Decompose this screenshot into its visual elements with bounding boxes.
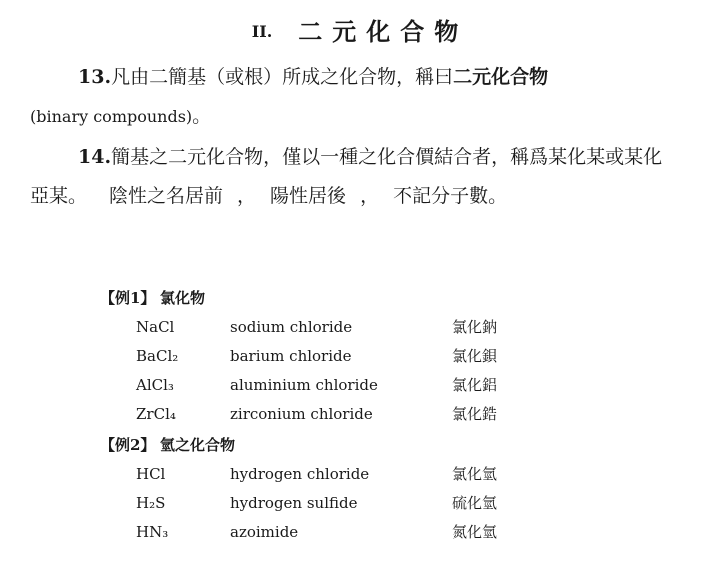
chinese-name: 氮化氫 xyxy=(452,523,498,541)
english-name: sodium chloride xyxy=(230,317,353,336)
compound-row xyxy=(100,370,660,399)
compound-row xyxy=(100,341,660,370)
compound-row xyxy=(100,488,660,517)
compound-row xyxy=(100,459,660,488)
section-number: II. xyxy=(251,22,273,41)
paragraph-text: 陽性居後 xyxy=(270,185,347,207)
paragraph-text: 陰性之名居前 xyxy=(109,185,224,207)
compound-row xyxy=(100,517,660,546)
english-name: azoimide xyxy=(230,522,299,541)
paragraph-14 xyxy=(30,138,670,216)
paragraph-number: 13. xyxy=(78,66,112,88)
paragraph-13 xyxy=(30,58,670,136)
example-block xyxy=(100,282,660,428)
chemical-formula: HCl xyxy=(136,464,166,483)
chinese-name: 氯化鈉 xyxy=(452,318,498,336)
compound-row xyxy=(100,399,660,428)
chemical-formula: AlCl₃ xyxy=(136,375,174,394)
english-name: barium chloride xyxy=(230,346,352,365)
english-name: hydrogen sulfide xyxy=(230,493,358,512)
example-tag: 【例1】 xyxy=(100,288,156,307)
english-name: aluminium chloride xyxy=(230,375,378,394)
english-term: (binary compounds) xyxy=(30,107,193,126)
section-title: 二元化合物 xyxy=(298,17,469,46)
chinese-name: 硫化氫 xyxy=(452,494,498,512)
paragraph-end: 。 xyxy=(192,105,212,127)
chemical-formula: H₂S xyxy=(136,493,166,512)
chemical-formula: NaCl xyxy=(136,317,175,336)
defined-term: 二元化合物 xyxy=(453,66,549,88)
paragraph-text: 簡基之二元化合物，僅以一種之化合價結合者，稱爲某化某或某化亞某。 xyxy=(30,146,663,207)
chinese-name: 氯化鋁 xyxy=(452,376,498,394)
chemical-formula: BaCl₂ xyxy=(136,346,179,365)
paragraph-number: 14. xyxy=(78,146,112,168)
paragraph-comma: ， xyxy=(237,185,257,207)
example-title: 氫之化合物 xyxy=(160,435,236,454)
compound-row xyxy=(100,312,660,341)
chinese-name: 氯化鋯 xyxy=(452,405,498,423)
example-title: 氯化物 xyxy=(160,288,206,307)
example-block xyxy=(100,429,660,546)
chemical-formula: HN₃ xyxy=(136,522,169,541)
chinese-name: 氯化氫 xyxy=(452,465,498,483)
english-name: hydrogen chloride xyxy=(230,464,370,483)
section-heading xyxy=(0,12,720,47)
examples-section xyxy=(100,282,660,546)
example-heading xyxy=(100,282,660,312)
chinese-name: 氯化鋇 xyxy=(452,347,498,365)
paragraph-text: 不記分子數。 xyxy=(393,185,508,207)
paragraph-text: 凡由二簡基（或根）所成之化合物，稱曰 xyxy=(111,66,454,88)
example-heading xyxy=(100,429,660,459)
paragraph-comma: ， xyxy=(360,185,380,207)
english-name: zirconium chloride xyxy=(230,404,373,423)
chemical-formula: ZrCl₄ xyxy=(136,404,176,423)
example-tag: 【例2】 xyxy=(100,435,156,454)
